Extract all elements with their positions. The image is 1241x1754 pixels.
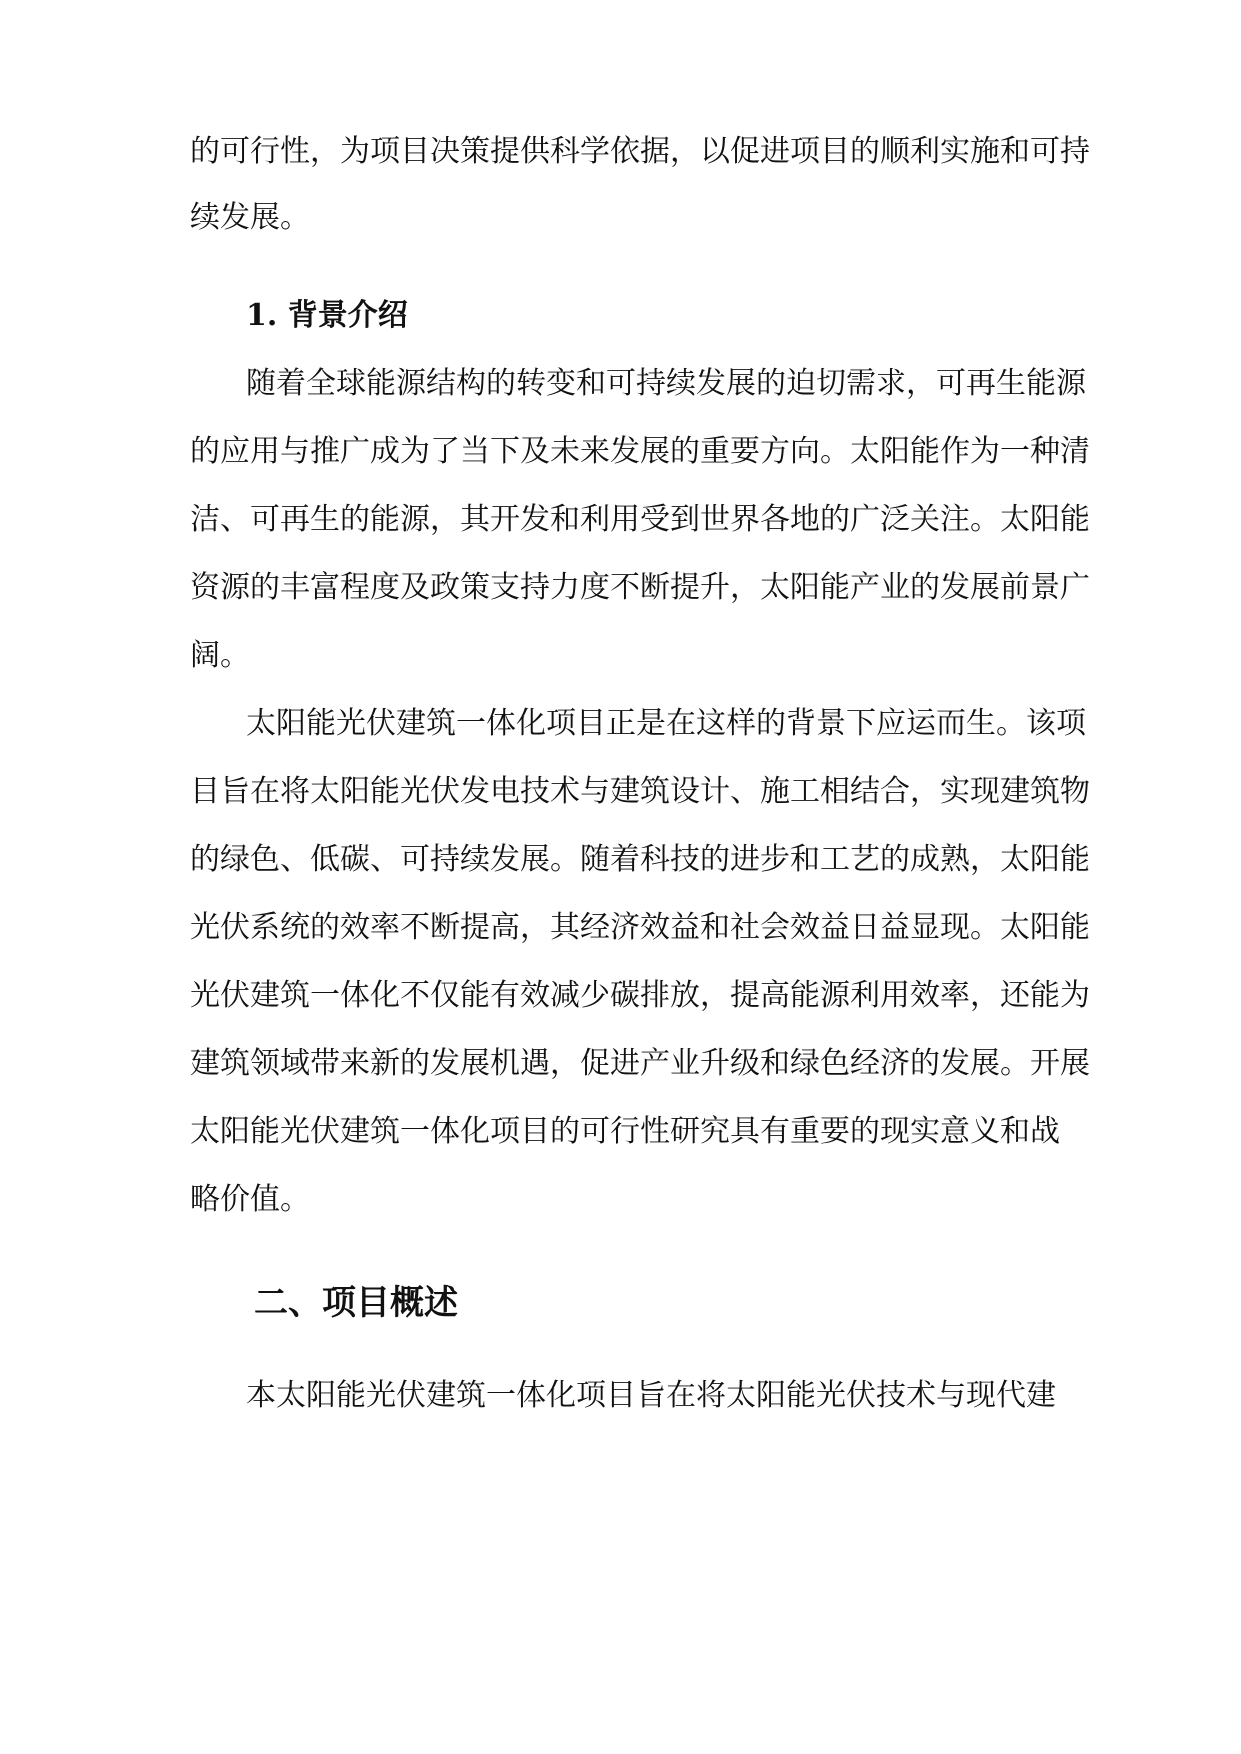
- text-line: 洁、可再生的能源，其开发和利用受到世界各地的广泛关注。太阳能: [190, 502, 1090, 537]
- text-line: 的绿色、低碳、可持续发展。随着科技的进步和工艺的成熟，太阳能: [190, 842, 1090, 877]
- section-heading-background: 1. 背景介绍: [246, 298, 408, 333]
- text-line: 略价值。: [190, 1182, 310, 1217]
- text-line: 本太阳能光伏建筑一体化项目旨在将太阳能光伏技术与现代建: [246, 1378, 1056, 1413]
- text-line: 随着全球能源结构的转变和可持续发展的迫切需求，可再生能源: [246, 366, 1086, 401]
- text-line: 建筑领域带来新的发展机遇，促进产业升级和绿色经济的发展。开展: [190, 1046, 1090, 1081]
- section-heading-project-overview: 二、项目概述: [254, 1283, 458, 1323]
- text-line: 的应用与推广成为了当下及未来发展的重要方向。太阳能作为一种清: [190, 434, 1090, 469]
- text-line: 太阳能光伏建筑一体化项目的可行性研究具有重要的现实意义和战: [190, 1114, 1060, 1149]
- text-line: 阔。: [190, 638, 250, 673]
- text-line: 光伏系统的效率不断提高，其经济效益和社会效益日益显现。太阳能: [190, 910, 1090, 945]
- text-line: 续发展。: [190, 200, 310, 235]
- text-line: 目旨在将太阳能光伏发电技术与建筑设计、施工相结合，实现建筑物: [190, 774, 1090, 809]
- text-line: 的可行性，为项目决策提供科学依据，以促进项目的顺利实施和可持: [190, 134, 1090, 169]
- text-line: 太阳能光伏建筑一体化项目正是在这样的背景下应运而生。该项: [246, 706, 1086, 741]
- text-line: 光伏建筑一体化不仅能有效减少碳排放，提高能源利用效率，还能为: [190, 978, 1090, 1013]
- text-line: 资源的丰富程度及政策支持力度不断提升，太阳能产业的发展前景广: [190, 570, 1090, 605]
